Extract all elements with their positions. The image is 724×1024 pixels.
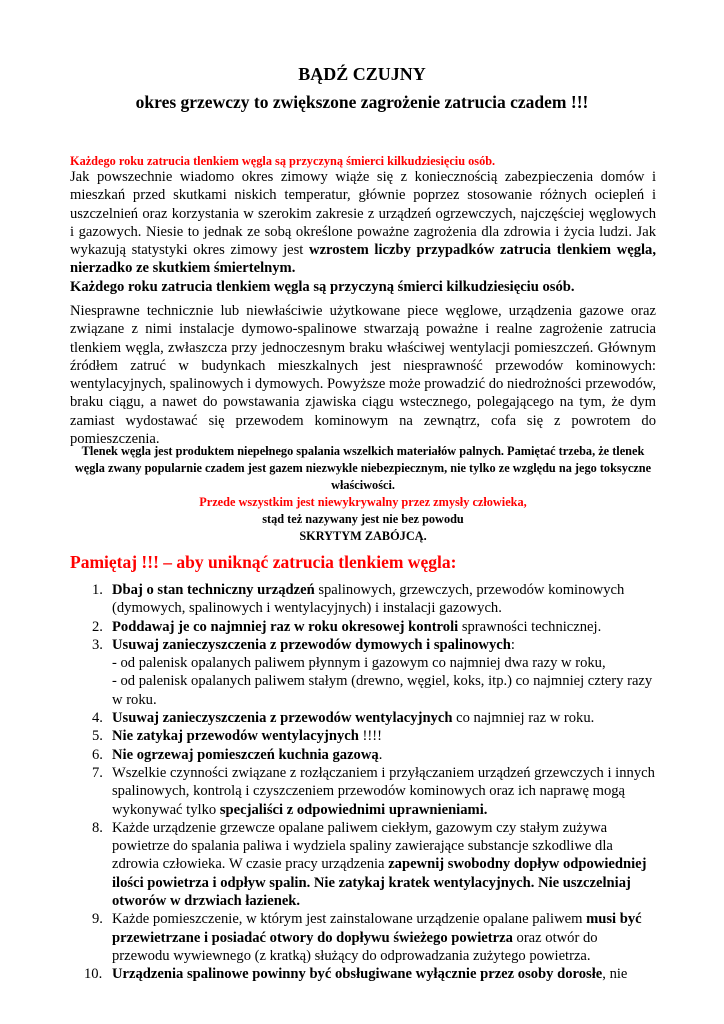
list-item-text: Wszelkie czynności związane z rozłączaniem i przyłączaniem urządzeń grzewczych i innych spalinowych, kontrolą i czyszczeniem przewodów kominowych oraz ich naprawę mogą wykonywać tylko: [112, 764, 655, 818]
list-item-bold: musi być przewietrzane i posiadać otwory do dopływu świeżego powietrza: [112, 911, 642, 946]
list-item: [70, 965, 656, 983]
page-subtitle: okres grzewczy to zwiększone zagrożenie zatrucia czadem !!!: [135, 92, 589, 112]
list-number: 4.: [92, 710, 103, 727]
list-item: [70, 581, 656, 618]
list-item: [70, 764, 656, 819]
list-item: [70, 727, 656, 745]
list-item-bold: Nie ogrzewaj pomieszczeń kuchnia gazową: [112, 746, 379, 763]
list-item-text: , nie: [602, 966, 628, 983]
red-intro: Każdego roku zatrucia tlenkiem węgla są przyczyną śmierci kilkudziesięciu osób.: [70, 154, 496, 168]
list-item-bold: Urządzenia spalinowe powinny być obsługiwane wyłącznie przez osoby dorosłe: [112, 966, 603, 983]
list-item: [70, 618, 656, 636]
list-item-text: oraz otwór do przewodu wywiewnego (z kratką) służący do odprowadzania zużytego powietrza.: [112, 929, 598, 964]
list-number: 6.: [92, 746, 103, 763]
list-item: [70, 819, 656, 910]
warning-block: [70, 443, 656, 545]
list-subitem: - od palenisk opalanych paliwem płynnym i gazowym co najmniej dwa razy w roku,: [112, 655, 606, 672]
list-number: 9.: [92, 911, 103, 928]
list-item-bold: specjaliści z odpowiednimi uprawnieniami.: [219, 801, 488, 818]
warning-red-line: Przede wszystkim jest niewykrywalny przez zmysły człowieka,: [199, 495, 527, 509]
list-item-text: co najmniej raz w roku.: [452, 710, 595, 727]
list-item: [70, 910, 656, 965]
list-item-text: :: [510, 636, 515, 653]
list-number: 3.: [92, 636, 103, 653]
list-number: 2.: [92, 618, 103, 635]
list-item: [70, 709, 656, 727]
page-title: BĄDŹ CZUJNY: [298, 64, 426, 84]
warning-line-1: Tlenek węgla jest produktem niepełnego spalania wszelkich materiałów palnych. Pamiętać trzeba, że tlenek węgla zwany popularnie czadem jest gazem niezwykle niebezpiecznym, nie tylko ze względu na jego toksyczne właściwości.: [74, 444, 652, 492]
paragraph-intro: [70, 168, 656, 278]
warning-line-3: SKRYTYM ZABÓJCĄ.: [299, 529, 427, 543]
list-item-bold: Nie zatykaj przewodów wentylacyjnych: [112, 728, 359, 745]
paragraph-intro-text: Jak powszechnie wiadomo okres zimowy wiąże się z koniecznością zabezpieczenia domów i mieszkań przed skutkami niskich temperatur, głównie poprzez stosowanie różnych ociepleń i uszczelnień oraz korzystania w szerokim zakresie z urządzeń ogrzewczych, najczęściej węglowych i gazowych. Niesie to jednak ze sobą określone poważne zagrożenia dla zdrowia i życia ludzi. Jak wykazują statystyki okres zimowy jest: [70, 169, 656, 259]
list-item-bold: Poddawaj je co najmniej raz w roku okresowej kontroli: [112, 618, 459, 635]
list-item-bold: Usuwaj zanieczyszczenia z przewodów wentylacyjnych: [112, 710, 453, 727]
list-item: [70, 636, 656, 709]
list-item: [70, 746, 656, 764]
list-subitem: - od palenisk opalanych paliwem stałym (drewno, węgiel, koks, itp.) co najmniej cztery razy w roku.: [112, 673, 653, 708]
list-item-text: spalinowych, grzewczych, przewodów kominowych (dymowych, spalinowych i wentylacyjnych) i instalacji gazowych.: [112, 582, 625, 617]
list-item-text: .: [378, 746, 383, 763]
list-number: 7.: [92, 764, 103, 781]
bold-statement: Każdego roku zatrucia tlenkiem węgla są przyczyną śmierci kilkudziesięciu osób.: [70, 279, 575, 295]
list-item-bold: Usuwaj zanieczyszczenia z przewodów dymowych i spalinowych: [112, 636, 511, 653]
warning-line-2: stąd też nazywany jest nie bez powodu: [262, 512, 464, 526]
list-item-text: !!!!: [358, 728, 382, 745]
list-item-text: Każde urządzenie grzewcze opalane paliwem ciekłym, gazowym czy stałym zużywa powietrze do spalania paliwa i wydziela spaliny zawierające substancje szkodliwe dla zdrowia człowieka. W czasie pracy urządzenia: [112, 819, 613, 873]
list-number: 10.: [84, 966, 103, 983]
list-item-text: Każde pomieszczenie, w którym jest zainstalowane urządzenie opalane paliwem: [112, 911, 587, 928]
paragraph-intro-bold: wzrostem liczby przypadków zatrucia tlenkiem węgla, nierzadko ze skutkiem śmiertelnym.: [70, 242, 657, 277]
list-number: 1.: [92, 582, 103, 598]
list-number: 5.: [92, 728, 103, 745]
paragraph-main: Niesprawne technicznie lub niewłaściwie użytkowane piece węglowe, urządzenia gazowe oraz związane z nimi instalacje dymowo-spalinowe stwarzają poważne i realne zagrożenie zatrucia tlenkiem węgla, zwłaszcza przy jednoczesnym braku właściwej wentylacji pomieszczeń. Głównym źródłem zatruć w budynkach mieszkalnych jest niesprawność przewodów kominowych: wentylacyjnych, spalinowych i dymowych. Powyższe może prowadzić do niedrożności przewodów, braku ciągu, a nawet do powstawania zjawiska ciągu wstecznego, polegającego na tym, że dym zamiast wydostawać się przewodem kominowym na zewnątrz, cofa się z powrotem do pomieszczenia.: [70, 303, 656, 448]
rules-heading: Pamiętaj !!! – aby uniknąć zatrucia tlenkiem węgla:: [70, 552, 457, 572]
list-number: 8.: [92, 819, 103, 836]
list-item-text: sprawności technicznej.: [458, 618, 602, 635]
list-item-bold: zapewnij swobodny dopływ odpowiedniej ilości powietrza i odpływ spalin. Nie zatykaj kratek wentylacyjnych. Nie uszczelniaj otworów w drzwiach łazienek.: [112, 856, 647, 910]
rules-list: [70, 581, 656, 984]
list-item-bold: Dbaj o stan techniczny urządzeń: [112, 582, 315, 598]
